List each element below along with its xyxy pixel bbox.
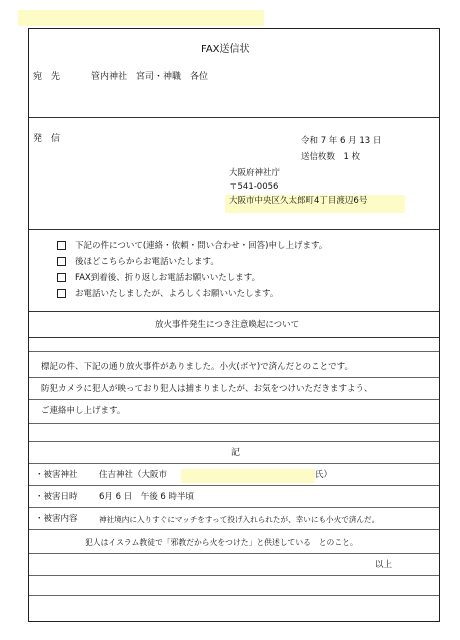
send-date: 令和 7 年 6 月 13 日	[301, 136, 382, 146]
divider	[29, 553, 439, 554]
content-note: 犯人はイスラム教徒で「邪教だから火をつけた」と供述している とのこと。	[85, 538, 358, 547]
divider	[29, 463, 439, 464]
subject-line: 放火事件発生につき注意喚起について	[155, 320, 300, 330]
body-line-3: ご連絡申し上げます。	[41, 406, 126, 416]
divider	[29, 507, 439, 508]
check-item-1: 下記の件について(連絡・依頼・問い合わせ・回答)申し上げます。	[75, 241, 328, 251]
details-heading: 記	[231, 448, 241, 458]
divider	[29, 399, 439, 400]
to-value: 管内神社 宮司・神職 各位	[91, 72, 209, 82]
divider	[29, 351, 439, 352]
sender-postal: 〒541-0056	[229, 182, 279, 192]
divider	[29, 529, 439, 530]
shrine-label: ・被害神社	[35, 470, 78, 480]
body-line-2: 防犯カメラに犯人が映っており犯人は捕まりましたが、お気をつけいただきますよう、	[41, 384, 373, 394]
sender-org: 大阪府神社庁	[229, 168, 281, 178]
page-count: 送信枚数 1 枚	[301, 152, 361, 162]
divider	[29, 575, 439, 576]
divider	[29, 595, 439, 596]
checkbox-3[interactable]	[57, 273, 66, 282]
datetime-value: 6月 6 日 午後 6 時半頃	[99, 492, 195, 502]
divider	[29, 117, 439, 118]
divider	[29, 311, 439, 312]
sender-label: 発 信	[33, 134, 61, 144]
check-item-3: FAX到着後、折り返しお電話お願いいたします。	[75, 273, 261, 283]
shrine-value: 住吉神社（大阪市	[99, 470, 168, 480]
sender-address: 大阪市中央区久太郎町4丁目渡辺6号	[229, 196, 368, 206]
divider	[29, 485, 439, 486]
fax-cover-form	[28, 28, 440, 622]
checkbox-1[interactable]	[57, 241, 66, 250]
redacted-header-strip	[18, 10, 264, 26]
body-line-1: 標記の件、下記の通り放火事件がありました。小火(ボヤ)で済んだとのことです。	[41, 362, 353, 372]
content-value: 神社境内に入りすぐにマッチをすって投げ入れられたが、幸いにも小火で済んだ。	[99, 515, 380, 524]
divider	[29, 337, 439, 338]
closing-mark: 以上	[375, 560, 393, 570]
check-item-4: お電話いたしましたが、よろしくお願いいたします。	[75, 289, 279, 299]
datetime-label: ・被害日時	[35, 492, 78, 502]
page-title: FAX送信状	[201, 44, 250, 55]
divider	[29, 377, 439, 378]
divider	[29, 229, 439, 230]
divider	[29, 441, 439, 442]
shrine-suffix: 氏）	[315, 470, 333, 480]
checkbox-4[interactable]	[57, 289, 66, 298]
to-label: 宛 先	[33, 72, 61, 82]
shrine-name-highlight	[181, 469, 315, 483]
checkbox-2[interactable]	[57, 257, 66, 266]
check-item-2: 後ほどこちらからお電話いたします。	[75, 257, 219, 267]
content-label: ・被害内容	[35, 514, 78, 524]
divider	[29, 423, 439, 424]
